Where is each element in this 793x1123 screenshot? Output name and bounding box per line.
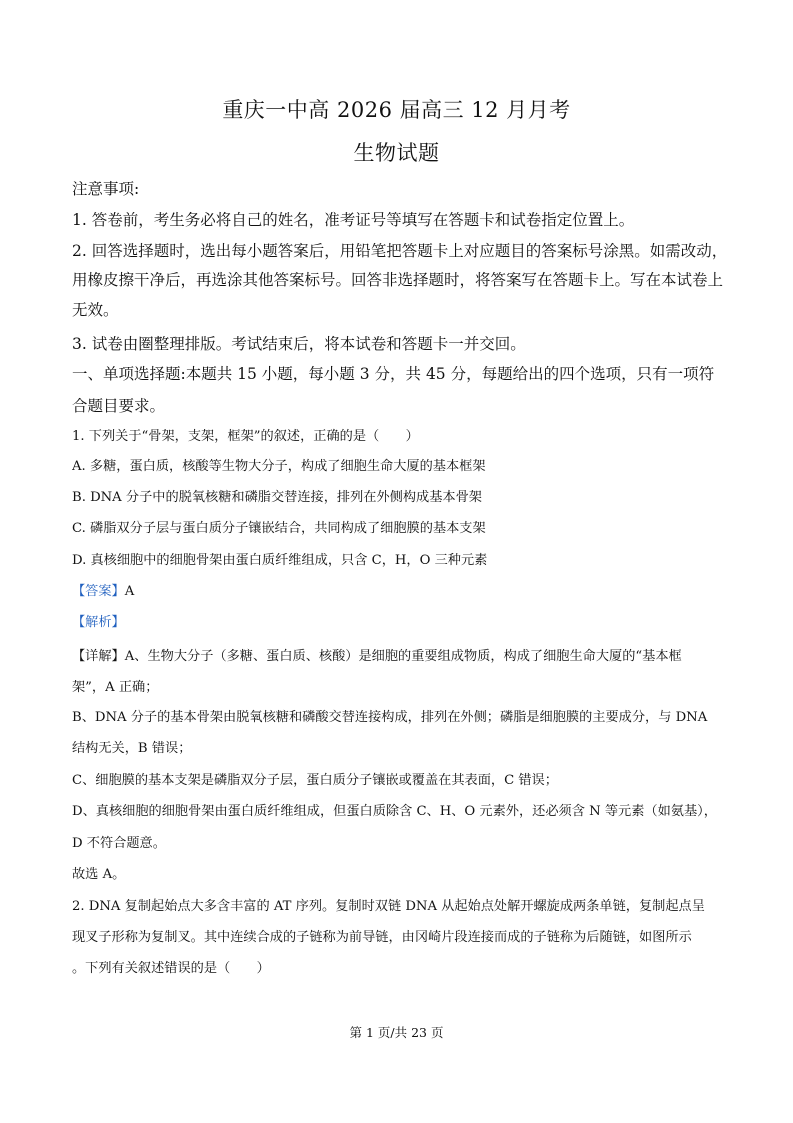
detail-line: D 不符合题意。 — [72, 836, 166, 851]
detail-line: C、细胞膜的基本支架是磷脂双分子层，蛋白质分子镶嵌或覆盖在其表面，C 错误； — [72, 773, 558, 788]
question-2-line: 2. DNA 复制起始点大多含丰富的 AT 序列。复制时双链 DNA 从起始点处解开螺旋成两条单链，复制起点呈 — [72, 899, 705, 914]
detail-line: 故选 A。 — [72, 867, 126, 882]
analysis-tag: 【解析】 — [72, 615, 125, 630]
page-number: 第 1 页/共 23 页 — [349, 1025, 444, 1040]
detail-line: 【详解】A、生物大分子（多糖、蛋白质、核酸）是细胞的重要组成物质，构成了细胞生命大厦的“基本框 — [72, 649, 682, 664]
question-1-option-b: B. DNA 分子中的脱氧核糖和磷脂交替连接，排列在外侧构成基本骨架 — [72, 490, 482, 505]
notice-item: 用橡皮擦干净后，再选涂其他答案标号。回答非选择题时，将答案写在答题卡上。写在本试卷上 — [72, 271, 724, 289]
notice-item: 2. 回答选择题时，选出每小题答案后，用铅笔把答题卡上对应题目的答案标号涂黑。如需改动， — [72, 242, 728, 260]
subject-title: 生物试题 — [353, 141, 440, 165]
question-1-option-c: C. 磷脂双分子层与蛋白质分子镶嵌结合，共同构成了细胞膜的基本支架 — [72, 521, 486, 536]
answer-value: A — [124, 584, 135, 599]
notice-item: 1. 答卷前，考生务必将自己的姓名，准考证号等填写在答题卡和试卷指定位置上。 — [72, 211, 635, 229]
exam-title: 重庆一中高 2026 届高三 12 月月考 — [222, 98, 571, 122]
notice-item: 无效。 — [72, 301, 119, 319]
detail-line: 结构无关，B 错误； — [72, 741, 192, 756]
question-1-option-d: D. 真核细胞中的细胞骨架由蛋白质纤维组成，只含 C，H，O 三种元素 — [72, 553, 488, 568]
question-2-line: 。下列有关叙述错误的是（ ） — [72, 961, 270, 976]
section-heading: 一、单项选择题:本题共 15 小题，每小题 3 分，共 45 分，每题给出的四个选项，只有一项符 — [72, 365, 715, 383]
answer-tag: 【答案】 — [72, 584, 125, 599]
answer-line — [72, 583, 732, 601]
notice-heading: 注意事项: — [72, 180, 140, 198]
question-1-stem: 1. 下列关于“骨架，支架，框架”的叙述，正确的是（ ） — [72, 429, 419, 444]
detail-line: D、真核细胞的细胞骨架由蛋白质纤维组成，但蛋白质除含 C、H、O 元素外，还必须含 N 等元素（如氨基）， — [72, 804, 717, 819]
detail-line: 架”，A 正确； — [72, 680, 159, 695]
detail-line: B、DNA 分子的基本骨架由脱氧核糖和磷酸交替连接构成，排列在外侧；磷脂是细胞膜的主要成分，与 DNA — [72, 710, 708, 725]
notice-item: 3. 试卷由圈整理排版。考试结束后，将本试卷和答题卡一并交回。 — [72, 335, 526, 353]
question-2-line: 现叉子形称为复制叉。其中连续合成的子链称为前导链，由冈崎片段连接而成的子链称为后随链，如图所示 — [72, 930, 692, 945]
section-heading-cont: 合题目要求。 — [72, 397, 166, 415]
question-1-option-a: A. 多糖，蛋白质，核酸等生物大分子，构成了细胞生命大厦的基本框架 — [72, 459, 486, 474]
